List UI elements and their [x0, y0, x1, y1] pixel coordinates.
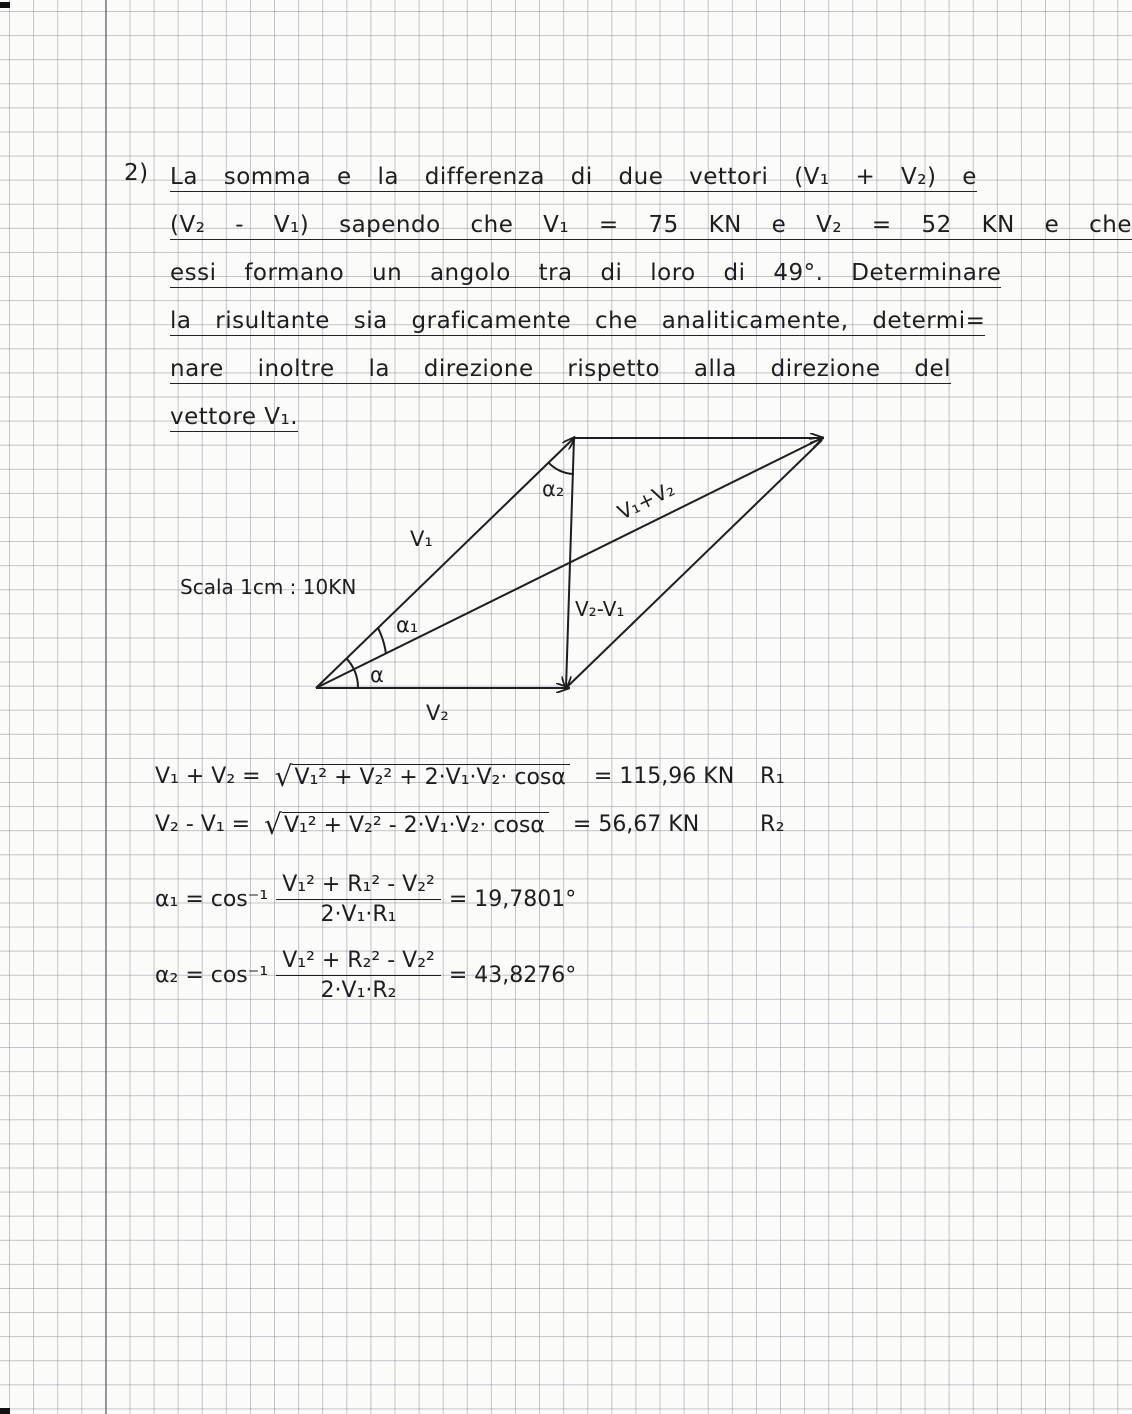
label-v1: V₁: [410, 527, 433, 551]
formula-sum-result: = 115,96 KN: [593, 764, 735, 789]
problem-number: 2): [124, 160, 149, 186]
formula-diff-radicand: V₁² + V₂² - 2·V₁·V₂· cosα: [282, 812, 549, 838]
problem-line-5: nare inoltre la direzione rispetto alla direzione del: [170, 356, 951, 382]
formula-alpha2-result: = 43,8276°: [448, 963, 577, 988]
problem-line-6: vettore V₁.: [170, 404, 299, 430]
formula-alpha2-denominator: 2·V₁·R₂: [320, 978, 397, 1003]
formula-alpha1-lhs: α₁ = cos⁻¹: [155, 887, 269, 912]
formula-alpha1-denominator: 2·V₁·R₁: [320, 902, 397, 927]
label-alpha1: α₁: [396, 613, 419, 637]
vector-diagram: [0, 0, 1000, 760]
formula-diff-lhs: V₂ - V₁ =: [155, 812, 251, 837]
problem-line-3: essi formano un angolo tra di loro di 49°. Determinare: [170, 260, 1002, 286]
formula-sum-tag: R₁: [760, 764, 786, 789]
sqrt-sign: √: [274, 760, 293, 793]
formula-sum: [155, 760, 734, 793]
problem-line-1: La somma e la differenza di due vettori (V₁ + V₂) e: [170, 164, 977, 190]
formula-sum-radicand: V₁² + V₂² + 2·V₁·V₂· cosα: [292, 764, 569, 790]
sqrt-sign: √: [264, 808, 282, 841]
problem-line-2: (V₂ - V₁) sapendo che V₁ = 75 KN e V₂ = 52 KN e che: [170, 212, 1132, 238]
formula-alpha1-numerator: V₁² + R₁² - V₂²: [276, 872, 441, 900]
formula-alpha2-numerator: V₁² + R₂² - V₂²: [276, 948, 441, 976]
label-difference: V₂-V₁: [575, 597, 625, 621]
formula-difference: [155, 808, 699, 841]
arc-alpha1: [378, 628, 386, 654]
formula-sum-lhs: V₁ + V₂ =: [155, 764, 261, 789]
arc-alpha2: [548, 462, 574, 474]
formula-diff-tag: R₂: [760, 812, 786, 837]
vector-v1: [316, 438, 574, 688]
fraction: [276, 948, 441, 1003]
page-edge-mark: [0, 1408, 10, 1414]
label-alpha: α: [370, 663, 384, 687]
label-alpha2: α₂: [542, 477, 565, 501]
label-v2: V₂: [426, 701, 449, 725]
formula-alpha2: [155, 948, 576, 1003]
formula-diff-result: = 56,67 KN: [572, 812, 700, 837]
label-sum: V₁+V₂: [613, 476, 679, 525]
formula-alpha1: [155, 872, 576, 927]
formula-alpha1-result: = 19,7801°: [448, 887, 577, 912]
fraction: [276, 872, 441, 927]
parallelogram-right-side: [566, 440, 822, 688]
problem-line-4: la risultante sia graficamente che analiticamente, determi=: [170, 308, 986, 334]
scale-label: Scala 1cm : 10KN: [180, 575, 357, 599]
formula-alpha2-lhs: α₂ = cos⁻¹: [155, 963, 269, 988]
